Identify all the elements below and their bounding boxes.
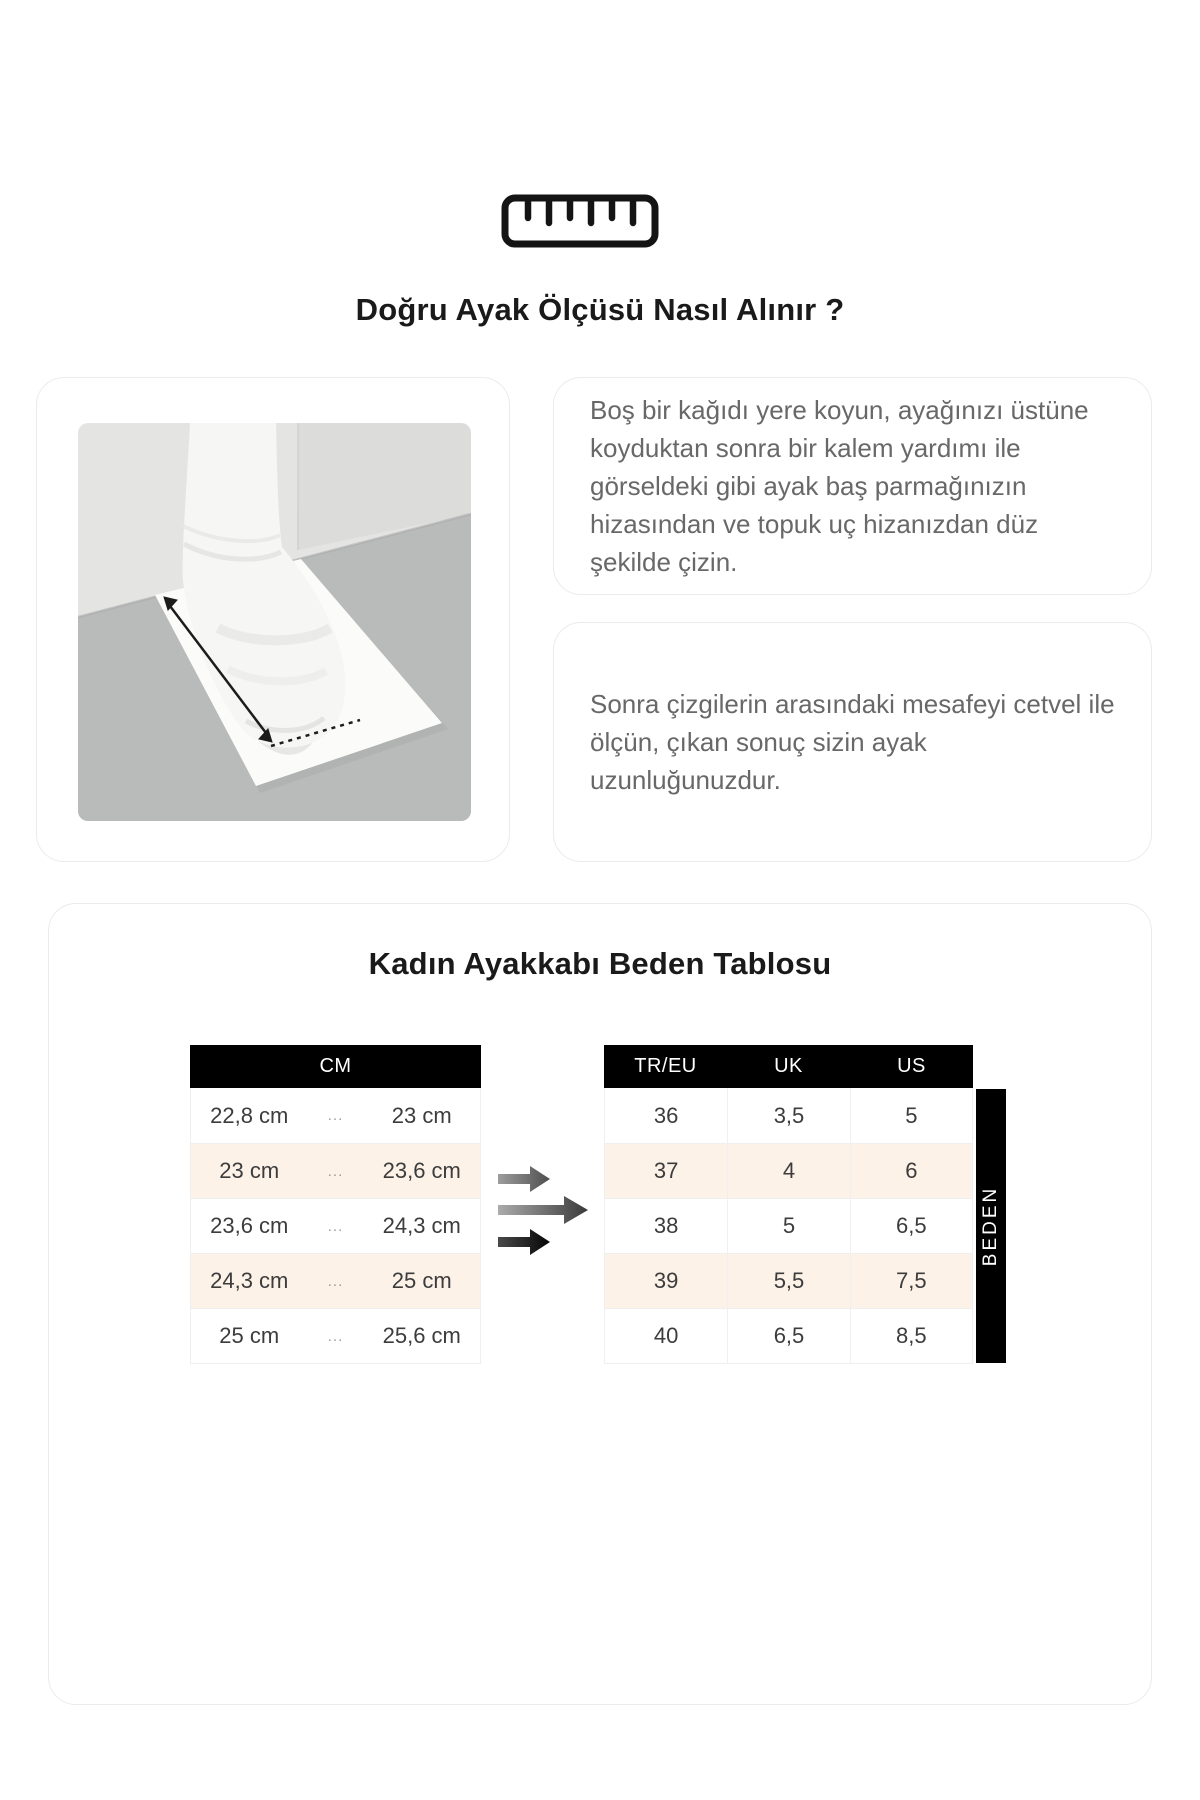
table-row [191,1198,480,1253]
table-row [191,1308,480,1363]
tr-eu-cell: 36 [653,1102,679,1128]
us-cell: 8,5 [850,1309,972,1363]
triple-right-arrows-icon [492,1155,596,1264]
us-cell: 7,5 [850,1254,972,1308]
intl-table-body [604,1088,973,1364]
beden-side-bar [976,1089,1006,1363]
foot-measurement-photo [78,423,471,821]
step-2-card [553,622,1152,862]
range-dots: ... [327,1107,344,1124]
cm-table-header [190,1045,481,1088]
cm-from-cell: 24,3 cm [210,1268,289,1293]
step-1-text: Boş bir kağıdı yere koyun, ayağınızı üstüne koyduktan sonra bir kalem yardımı ile görseldeki gibi ayak baş parmağınızın hizasından ve topuk uç hizanızdan düz şekilde çizin. [590,395,1089,577]
cm-to-cell: 24,3 cm [382,1213,461,1238]
table-row [605,1198,972,1253]
us-cell: 6,5 [850,1199,972,1253]
cm-from-cell: 23,6 cm [210,1213,289,1238]
uk-cell: 5,5 [727,1254,849,1308]
table-row [605,1308,972,1363]
table-row [191,1253,480,1308]
tr-eu-cell: 37 [653,1158,679,1183]
range-dots: ... [327,1272,344,1290]
cm-table-body [190,1088,481,1364]
cm-header-label: CM [319,1055,352,1077]
step-1-card [553,377,1152,595]
table-row [605,1253,972,1308]
us-cell: 6 [850,1144,972,1198]
range-dots: ... [327,1217,344,1235]
tr-eu-cell: 40 [653,1323,679,1348]
uk-header: UK [774,1055,803,1077]
uk-cell: 4 [727,1144,849,1198]
table-row [605,1143,972,1198]
ruler-icon [500,193,660,249]
uk-cell: 6,5 [727,1309,849,1363]
cm-from-cell: 25 cm [219,1323,280,1348]
step-2-text: Sonra çizgilerin arasındaki mesafeyi cetvel ile ölçün, çıkan sonuç sizin ayak uzunluğunuzdur. [590,689,1115,795]
us-cell: 5 [850,1088,972,1143]
table-row [605,1088,972,1143]
cm-from-cell: 23 cm [219,1158,280,1183]
tr-eu-cell: 38 [653,1213,679,1238]
range-dots: ... [327,1327,344,1345]
table-row [191,1088,480,1143]
international-sizes-table [604,1045,973,1364]
intl-table-header [604,1045,973,1088]
tr-eu-header: TR/EU [634,1055,697,1077]
beden-label: BEDEN [980,1185,1001,1267]
cm-to-cell: 25,6 cm [382,1323,461,1348]
uk-cell: 5 [727,1199,849,1253]
range-dots: ... [327,1162,344,1180]
cm-to-cell: 25 cm [391,1268,452,1293]
cm-to-cell: 23,6 cm [382,1158,461,1183]
tr-eu-cell: 39 [653,1268,679,1293]
page-title: Doğru Ayak Ölçüsü Nasıl Alınır ? [355,292,845,327]
cm-from-cell: 22,8 cm [210,1102,289,1128]
table-row [191,1143,480,1198]
cm-to-cell: 23 cm [391,1102,452,1128]
measurement-photo-card [36,377,510,862]
size-chart-title: Kadın Ayakkabı Beden Tablosu [368,946,832,981]
uk-cell: 3,5 [727,1088,849,1143]
us-header: US [897,1055,926,1077]
cm-table [190,1045,481,1364]
